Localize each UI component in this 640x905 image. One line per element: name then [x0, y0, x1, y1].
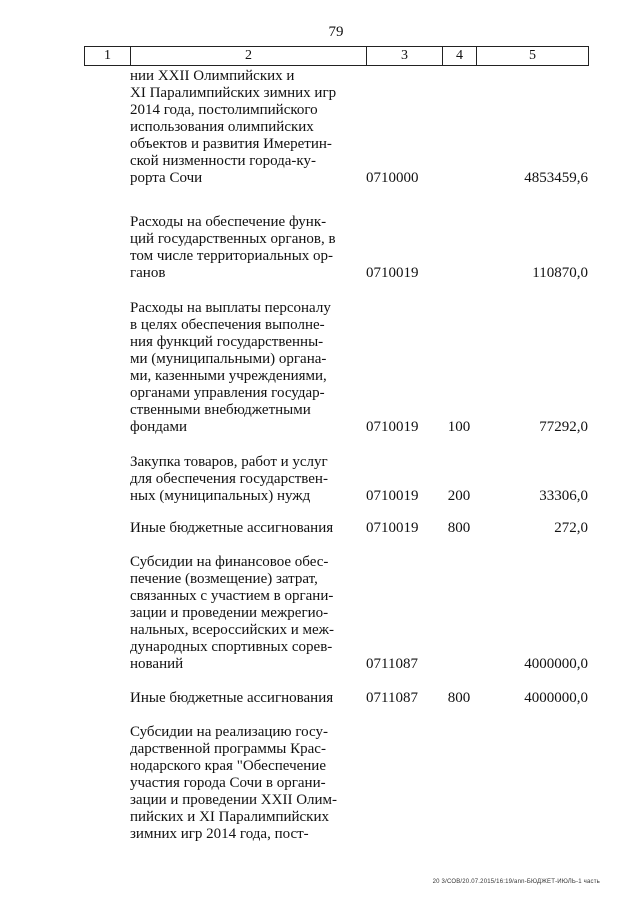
- row-name: Субсидии на реализацию госу- дарственной программы Крас- нодарского края "Обеспечение участия города Сочи в органи- зации и проведении XXII Олим- пийских и XI Паралимпийских зимних игр 2014 года, пост-: [130, 724, 338, 842]
- row-code: 0710000: [366, 170, 419, 186]
- row-type: 200: [447, 488, 471, 504]
- row-amount: 4000000,0: [524, 690, 588, 706]
- table-header: [84, 46, 589, 66]
- row-name: Иные бюджетные ассигнования: [130, 690, 334, 706]
- header-col-5: 5: [477, 47, 589, 65]
- row-code: 0711087: [366, 656, 418, 672]
- row-amount: 110870,0: [532, 265, 588, 281]
- page-number: 79: [328, 24, 344, 40]
- row-name: Иные бюджетные ассигнования: [130, 520, 334, 536]
- row-amount: 4000000,0: [524, 656, 588, 672]
- row-type: 800: [447, 520, 471, 536]
- row-code: 0711087: [366, 690, 418, 706]
- row-amount: 272,0: [554, 520, 588, 536]
- row-name: Расходы на выплаты персоналу в целях обеспечения выполне- ния функций государственны- ми (муниципальными) органа- ми, казенными учреждениями, органами управления государ- ственными внебюджетными фондами: [130, 300, 331, 435]
- header-col-3: 3: [367, 47, 443, 65]
- row-name: Расходы на обеспечение функ- ций государственных органов, в том числе территориальных ор- ганов: [130, 214, 336, 281]
- header-col-2: 2: [131, 47, 367, 65]
- row-code: 0710019: [366, 520, 419, 536]
- row-name: нии XXII Олимпийских и XI Паралимпийских зимних игр 2014 года, постолимпийского использования олимпийских объектов и развития Имеретин- ской низменности города-ку- рорта Сочи: [130, 68, 337, 186]
- row-amount: 77292,0: [539, 419, 588, 435]
- row-name: Закупка товаров, работ и услуг для обеспечения государствен- ных (муниципальных) нужд: [130, 454, 328, 504]
- row-type: 100: [447, 419, 471, 435]
- document-footer: 20 3/СОВ/20.07.2015/16:19/ann-БЮДЖЕТ-ИЮЛЬ-1 часть: [432, 879, 600, 885]
- row-code: 0710019: [366, 488, 419, 504]
- header-col-1: 1: [85, 47, 131, 65]
- row-name: Субсидии на финансовое обес- печение (возмещение) затрат, связанных с участием в органи- зации и проведении межрегио- нальных, всероссийских и меж- дународных спортивных сорев- нований: [130, 554, 334, 672]
- row-type: 800: [447, 690, 471, 706]
- row-amount: 4853459,6: [524, 170, 588, 186]
- header-col-4: 4: [443, 47, 477, 65]
- row-amount: 33306,0: [539, 488, 588, 504]
- row-code: 0710019: [366, 419, 419, 435]
- row-code: 0710019: [366, 265, 419, 281]
